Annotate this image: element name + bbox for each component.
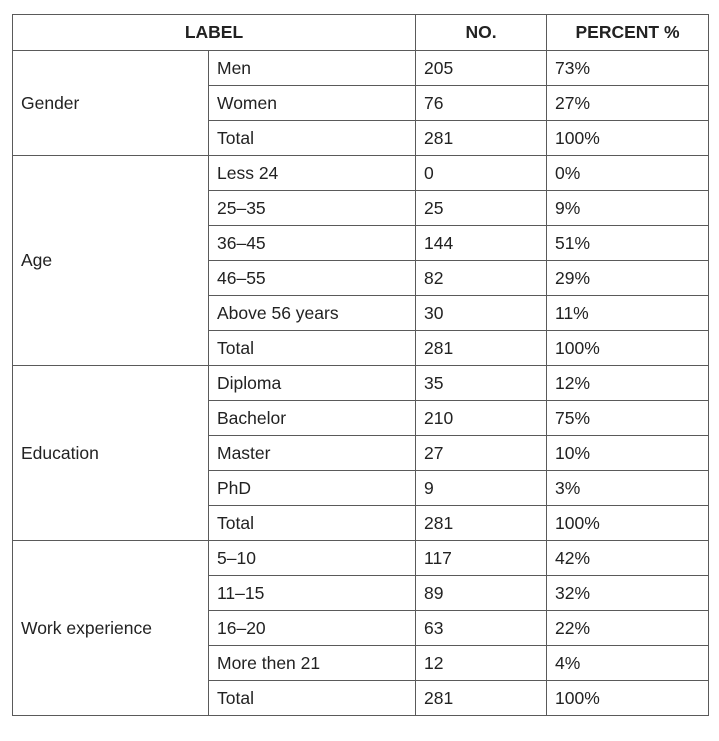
row-percent: 51% — [547, 226, 709, 261]
category-label: Education — [13, 366, 209, 541]
row-percent: 100% — [547, 681, 709, 716]
row-percent: 0% — [547, 156, 709, 191]
row-percent: 22% — [547, 611, 709, 646]
row-percent: 42% — [547, 541, 709, 576]
row-percent: 100% — [547, 121, 709, 156]
row-count: 25 — [416, 191, 547, 226]
row-item: 36–45 — [209, 226, 416, 261]
table-row — [13, 541, 709, 576]
row-percent: 73% — [547, 51, 709, 86]
row-item: Diploma — [209, 366, 416, 401]
row-count: 0 — [416, 156, 547, 191]
table-row — [13, 51, 709, 86]
row-count: 27 — [416, 436, 547, 471]
row-count: 281 — [416, 681, 547, 716]
row-count: 281 — [416, 506, 547, 541]
row-item: PhD — [209, 471, 416, 506]
row-percent: 4% — [547, 646, 709, 681]
row-count: 30 — [416, 296, 547, 331]
row-count: 144 — [416, 226, 547, 261]
header-percent: PERCENT % — [547, 15, 709, 51]
header-label: LABEL — [13, 15, 416, 51]
row-percent: 11% — [547, 296, 709, 331]
category-label: Work experience — [13, 541, 209, 716]
row-count: 12 — [416, 646, 547, 681]
row-percent: 29% — [547, 261, 709, 296]
row-item: Total — [209, 506, 416, 541]
row-item: Men — [209, 51, 416, 86]
row-count: 89 — [416, 576, 547, 611]
demographics-table — [12, 14, 709, 716]
row-count: 281 — [416, 121, 547, 156]
row-item: 25–35 — [209, 191, 416, 226]
row-percent: 9% — [547, 191, 709, 226]
row-item: 11–15 — [209, 576, 416, 611]
row-percent: 27% — [547, 86, 709, 121]
row-percent: 100% — [547, 331, 709, 366]
row-percent: 3% — [547, 471, 709, 506]
row-item: 46–55 — [209, 261, 416, 296]
row-item: Total — [209, 331, 416, 366]
row-percent: 75% — [547, 401, 709, 436]
row-item: Total — [209, 681, 416, 716]
row-item: More then 21 — [209, 646, 416, 681]
header-no: NO. — [416, 15, 547, 51]
row-percent: 12% — [547, 366, 709, 401]
row-count: 63 — [416, 611, 547, 646]
row-percent: 100% — [547, 506, 709, 541]
row-item: Less 24 — [209, 156, 416, 191]
row-item: Above 56 years — [209, 296, 416, 331]
table-row — [13, 366, 709, 401]
row-percent: 32% — [547, 576, 709, 611]
row-item: 16–20 — [209, 611, 416, 646]
row-count: 9 — [416, 471, 547, 506]
row-count: 281 — [416, 331, 547, 366]
row-percent: 10% — [547, 436, 709, 471]
row-item: Total — [209, 121, 416, 156]
header-row — [13, 15, 709, 51]
row-item: Women — [209, 86, 416, 121]
row-count: 117 — [416, 541, 547, 576]
row-item: Bachelor — [209, 401, 416, 436]
row-count: 35 — [416, 366, 547, 401]
category-label: Age — [13, 156, 209, 366]
row-count: 205 — [416, 51, 547, 86]
row-count: 210 — [416, 401, 547, 436]
row-item: Master — [209, 436, 416, 471]
table-row — [13, 156, 709, 191]
row-count: 82 — [416, 261, 547, 296]
row-item: 5–10 — [209, 541, 416, 576]
row-count: 76 — [416, 86, 547, 121]
category-label: Gender — [13, 51, 209, 156]
